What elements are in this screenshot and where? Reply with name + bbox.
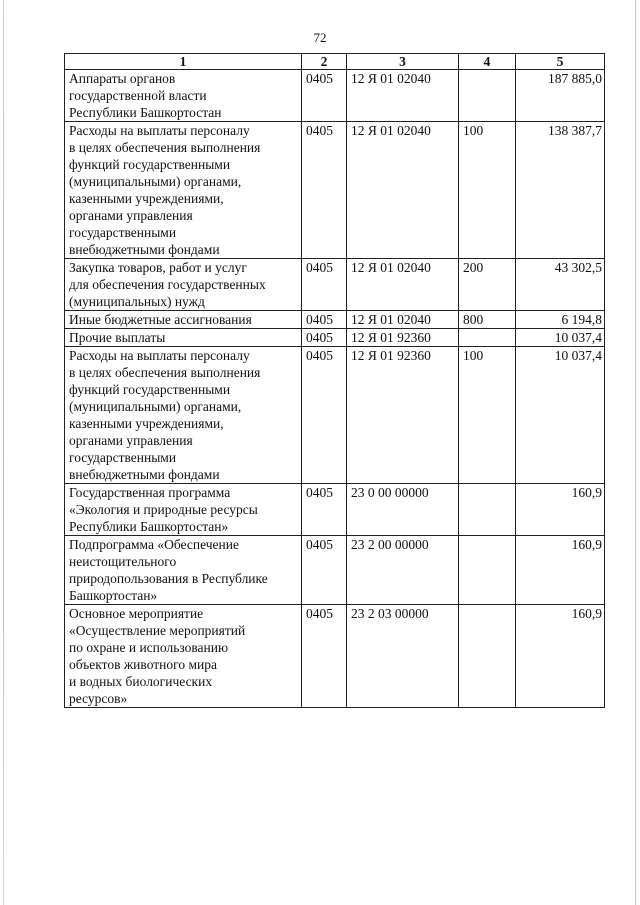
row-name-line: Расходы на выплаты персоналу xyxy=(69,348,250,363)
row-name-cell xyxy=(65,347,302,484)
target-article-cell: 12 Я 01 02040 xyxy=(347,122,459,259)
table-row xyxy=(65,122,605,259)
row-name-line: органами управления xyxy=(69,433,193,448)
row-name-line: казенными учреждениями, xyxy=(69,191,224,206)
column-header: 3 xyxy=(347,54,459,70)
page-edge-left xyxy=(3,0,4,905)
table-header-row xyxy=(65,54,605,70)
expense-type-cell: 100 xyxy=(459,122,516,259)
row-name-line: для обеспечения государственных xyxy=(69,277,266,292)
table-row xyxy=(65,329,605,347)
row-name-line: государственными xyxy=(69,225,177,240)
row-name-line: Республики Башкортостан» xyxy=(69,519,229,534)
expense-type-cell: 800 xyxy=(459,311,516,329)
row-name-line: и водных биологических xyxy=(69,674,213,689)
expense-type-cell xyxy=(459,536,516,605)
row-name-line: государственной власти xyxy=(69,88,207,103)
row-name-cell xyxy=(65,122,302,259)
row-name-line: внебюджетными фондами xyxy=(69,242,220,257)
page-edge-right xyxy=(635,0,636,905)
section-code-cell: 0405 xyxy=(302,259,347,311)
table-row xyxy=(65,347,605,484)
column-header: 5 xyxy=(516,54,605,70)
table-body xyxy=(65,70,605,708)
row-name-cell xyxy=(65,329,302,347)
expense-type-cell: 200 xyxy=(459,259,516,311)
row-name-line: Прочие выплаты xyxy=(69,330,166,345)
section-code-cell: 0405 xyxy=(302,536,347,605)
section-code-cell: 0405 xyxy=(302,605,347,708)
row-name-line: в целях обеспечения выполнения xyxy=(69,140,261,155)
row-name-cell xyxy=(65,311,302,329)
table-row xyxy=(65,311,605,329)
section-code-cell: 0405 xyxy=(302,311,347,329)
row-name-cell xyxy=(65,484,302,536)
amount-cell: 160,9 xyxy=(516,536,605,605)
amount-cell: 43 302,5 xyxy=(516,259,605,311)
row-name-cell xyxy=(65,259,302,311)
row-name-line: функций государственными xyxy=(69,382,231,397)
section-code-cell: 0405 xyxy=(302,347,347,484)
row-name-cell xyxy=(65,70,302,122)
row-name-line: по охране и использованию xyxy=(69,640,229,655)
row-name-line: неистощительного xyxy=(69,554,177,569)
table-row xyxy=(65,536,605,605)
row-name-line: в целях обеспечения выполнения xyxy=(69,365,261,380)
target-article-cell: 12 Я 01 92360 xyxy=(347,329,459,347)
row-name-line: Башкортостан» xyxy=(69,588,158,603)
row-name-line: «Осуществление мероприятий xyxy=(69,623,246,638)
amount-cell: 160,9 xyxy=(516,484,605,536)
section-code-cell: 0405 xyxy=(302,122,347,259)
column-header: 2 xyxy=(302,54,347,70)
expense-type-cell xyxy=(459,484,516,536)
row-name-cell xyxy=(65,605,302,708)
amount-cell: 160,9 xyxy=(516,605,605,708)
column-header: 1 xyxy=(65,54,302,70)
amount-cell: 10 037,4 xyxy=(516,329,605,347)
section-code-cell: 0405 xyxy=(302,484,347,536)
expense-type-cell: 100 xyxy=(459,347,516,484)
expense-type-cell xyxy=(459,70,516,122)
row-name-line: Подпрограмма «Обеспечение xyxy=(69,537,239,552)
row-name-line: Расходы на выплаты персоналу xyxy=(69,123,250,138)
amount-cell: 138 387,7 xyxy=(516,122,605,259)
row-name-cell xyxy=(65,536,302,605)
row-name-line: внебюджетными фондами xyxy=(69,467,220,482)
expense-type-cell xyxy=(459,605,516,708)
table-row xyxy=(65,259,605,311)
table-row xyxy=(65,605,605,708)
row-name-line: Закупка товаров, работ и услуг xyxy=(69,260,247,275)
budget-table xyxy=(64,53,605,708)
row-name-line: Основное мероприятие xyxy=(69,606,204,621)
amount-cell: 10 037,4 xyxy=(516,347,605,484)
row-name-line: (муниципальных) нужд xyxy=(69,294,205,309)
target-article-cell: 12 Я 01 02040 xyxy=(347,259,459,311)
section-code-cell: 0405 xyxy=(302,329,347,347)
target-article-cell: 23 2 03 00000 xyxy=(347,605,459,708)
section-code-cell: 0405 xyxy=(302,70,347,122)
target-article-cell: 12 Я 01 92360 xyxy=(347,347,459,484)
row-name-line: функций государственными xyxy=(69,157,231,172)
row-name-line: Республики Башкортостан xyxy=(69,105,222,120)
row-name-line: Государственная программа xyxy=(69,485,231,500)
table-row xyxy=(65,484,605,536)
target-article-cell: 23 2 00 00000 xyxy=(347,536,459,605)
target-article-cell: 12 Я 01 02040 xyxy=(347,311,459,329)
column-header: 4 xyxy=(459,54,516,70)
row-name-line: органами управления xyxy=(69,208,193,223)
amount-cell: 187 885,0 xyxy=(516,70,605,122)
row-name-line: Аппараты органов xyxy=(69,71,176,86)
row-name-line: объектов животного мира xyxy=(69,657,217,672)
row-name-line: (муниципальными) органами, xyxy=(69,174,242,189)
expense-type-cell xyxy=(459,329,516,347)
row-name-line: государственными xyxy=(69,450,177,465)
amount-cell: 6 194,8 xyxy=(516,311,605,329)
row-name-line: «Экология и природные ресурсы xyxy=(69,502,258,517)
table-row xyxy=(65,70,605,122)
row-name-line: Иные бюджетные ассигнования xyxy=(69,312,252,327)
row-name-line: казенными учреждениями, xyxy=(69,416,224,431)
page-number: 72 xyxy=(313,30,327,45)
row-name-line: природопользования в Республике xyxy=(69,571,268,586)
row-name-line: (муниципальными) органами, xyxy=(69,399,242,414)
row-name-line: ресурсов» xyxy=(69,691,128,706)
target-article-cell: 23 0 00 00000 xyxy=(347,484,459,536)
target-article-cell: 12 Я 01 02040 xyxy=(347,70,459,122)
